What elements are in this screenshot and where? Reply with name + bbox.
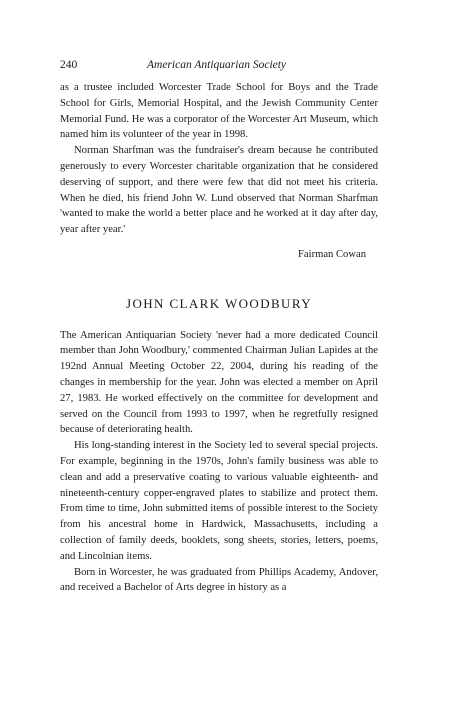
body-text [60,80,378,596]
prev-obituary-paragraph-2: Norman Sharfman was the fundraiser's dream because he contributed generously to every Worcester charitable organization that he considered deserving of support, and there were few that did not meet his criteria. When he died, his friend John W. Lund observed that Norman Sharfman 'wanted to make the world a better place and he worked at it day after day, year after year.' [60,145,378,236]
obituary-heading: JOHN CLARK WOODBURY [126,295,312,311]
obituary-paragraph-2: His long-standing interest in the Society led to several special projects. For example, beginning in the 1970s, John's family business was able to clean and add a preservative coating to various valuable eighteenth- and nineteenth-century copper-engraved plates to stabilize and protect them. From time to time, John submitted items of possible interest to the Society from his ancestral home in Hardwick, Massachusetts, including a collection of family deeds, booklets, song sheets, stories, letters, poems, and Lincolnian items. [60,440,378,562]
running-head [60,58,390,72]
author-signature: Fairman Cowan [298,248,366,260]
obituary-paragraph-3: Born in Worcester, he was graduated from Phillips Academy, Andover, and received a Bachelor of Arts degree in history as a [60,566,378,594]
obituary-paragraph-1: The American Antiquarian Society 'never had a more dedicated Council member than John Woodbury,' commented Chairman Julian Lapides at the 192nd Annual Meeting October 22, 2004, during his reading of the changes in membership for the year. John was elected a member on April 27, 1983. He worked effectively on the committee for development and served on the Council from 1993 to 1997, when he regretfully resigned because of deteriorating health. [60,329,378,436]
running-title: American Antiquarian Society [147,59,287,71]
prev-obituary-paragraph-1: as a trustee included Worcester Trade School for Boys and the Trade School for Girls, Memorial Hospital, and the Jewish Community Center Memorial Fund. He was a corporator of the Worcester Art Museum, which named him its volunteer of the year in 1998. [60,82,378,141]
page-number: 240 [60,59,78,71]
